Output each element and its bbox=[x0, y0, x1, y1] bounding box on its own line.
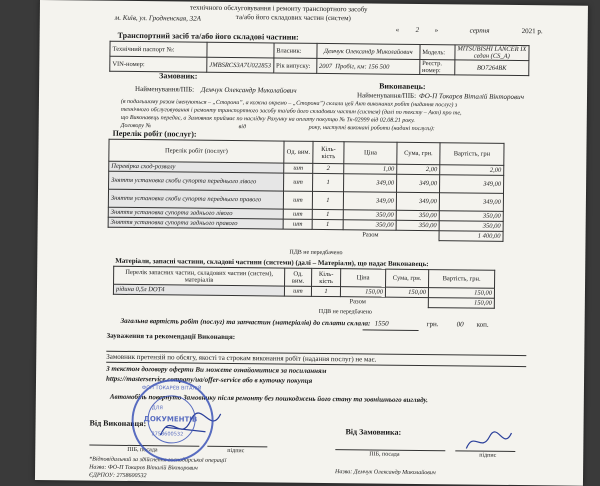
owner-label: Власник: bbox=[274, 43, 317, 58]
body-line-3: що Виконавець передає, а Замовник приймає по наслідку Рахунку на оплату покупцю № Тк-02999 від 02.08.21 року. bbox=[120, 114, 415, 124]
claims-line: Замовник претензій по обсягу, якості та строкам виконання робіт (надання послуг) не має. bbox=[106, 352, 377, 364]
works-header-sum: Сума, грн. bbox=[397, 142, 440, 164]
customer-name-label: Найменування/ПІБ: bbox=[135, 85, 195, 94]
materials-header-cost: Вартість, грн. bbox=[429, 270, 495, 289]
year-value: 2007 bbox=[319, 62, 333, 70]
materials-table bbox=[113, 266, 495, 309]
works-header-price: Ціна bbox=[344, 142, 397, 165]
work-cost: 2,00 bbox=[440, 165, 504, 176]
edrpou-caption bbox=[89, 473, 147, 480]
work-price: 349,00 bbox=[344, 174, 397, 193]
model-label: Модель: bbox=[420, 44, 455, 59]
summary-kop-value: 00 bbox=[456, 320, 464, 329]
work-cost: 350,00 bbox=[439, 221, 503, 232]
document-sheet bbox=[35, 0, 588, 486]
title-line-2: та/або його складових частин (систем) bbox=[235, 13, 351, 23]
customer-pib-position: ПІБ, посада bbox=[369, 451, 400, 458]
material-name: рідина 0,5л DOT4 bbox=[113, 284, 284, 296]
total-underline bbox=[363, 329, 419, 331]
work-unit: шт bbox=[283, 191, 312, 209]
work-name: Зняття установка супорта заднього лівого bbox=[108, 207, 283, 219]
works-section-title: Перелік робіт (послуг): bbox=[112, 128, 197, 139]
work-unit: шт bbox=[284, 163, 313, 173]
stamp-text-code: 2758600532 bbox=[151, 431, 184, 438]
executor-name-caption bbox=[89, 465, 198, 472]
work-name: Зняття установка скоби супорта переднього правого bbox=[108, 189, 283, 209]
executor-name: ФО-П Токарєв Віталій Вікторович bbox=[418, 91, 524, 102]
body-line-1: (в подальшому разом іменуються – „Сторони”, а кожна окремо – „Сторона”) склали цей Акт виконаних робіт (надання послуг) з bbox=[120, 98, 458, 109]
work-price: 350,00 bbox=[343, 210, 396, 221]
edrpou-value: 2758600532 bbox=[116, 472, 147, 480]
date-month: серпня bbox=[469, 26, 490, 35]
stamp-text-documents: ДОКУМЕНТІВ bbox=[143, 415, 198, 424]
work-cost: 349,00 bbox=[439, 193, 503, 212]
summary-kop: коп. bbox=[476, 320, 489, 329]
executor-title: Виконавець: bbox=[379, 81, 426, 92]
materials-total-label: Разом bbox=[349, 298, 366, 306]
title-line: технічного обслуговування і ремонту транспортного засобу bbox=[189, 3, 368, 14]
work-price: 350,00 bbox=[343, 220, 396, 231]
material-unit: шт bbox=[284, 286, 311, 296]
work-unit: шт bbox=[283, 209, 312, 219]
mileage-label: Пробіг, км: bbox=[335, 62, 367, 70]
work-sum: 2,00 bbox=[397, 164, 440, 174]
customer-signature: підпис bbox=[479, 452, 497, 459]
work-sum: 350,00 bbox=[396, 210, 439, 220]
body-line-2: технічного обслуговування і ремонту транспортного засобу та/або його складових частин (систем) (далі по тексту – Акт) про те, bbox=[120, 106, 462, 117]
work-name: Зняття установка супорта заднього правого bbox=[108, 217, 283, 229]
materials-header-sum: Сума, грн. bbox=[386, 269, 429, 287]
edrpou-label: ЄДРПОУ: bbox=[88, 472, 116, 479]
material-sum: 150,00 bbox=[385, 287, 428, 297]
summary-total-value: 1550 bbox=[374, 319, 389, 328]
date-quote-close: » bbox=[434, 26, 439, 35]
works-vat: ПДВ не передбачено bbox=[289, 249, 343, 257]
work-price: 349,00 bbox=[343, 192, 396, 211]
customer-name-label: Назва: bbox=[335, 469, 353, 476]
work-qty: 1 bbox=[312, 219, 343, 229]
city: м. Київ, ул. Гродненская, 32А bbox=[114, 13, 201, 23]
contract-label: Договору № bbox=[120, 122, 152, 130]
offer-line-1: З текстом договору оферти Ви можете ознайомитися за посиланням bbox=[106, 364, 327, 376]
summary-total-line: Загальна вартість робіт (послуг) та запчастин (матеріалів) до сплати склала: bbox=[120, 316, 371, 328]
executor-signature-label: Від Виконавця: bbox=[89, 418, 147, 429]
work-name: Перевірка сход-розвалу bbox=[109, 161, 284, 173]
work-unit: шт bbox=[284, 173, 313, 191]
contract-from: від bbox=[238, 124, 247, 131]
responsible-note: *Відповідальний за здійснення господарської операції bbox=[89, 456, 227, 464]
vehicle-section-title: Транспортний засіб та/або його складові частини: bbox=[117, 30, 299, 42]
date-year: 2021 р. bbox=[521, 27, 543, 36]
summary-uah: грн. bbox=[426, 320, 439, 329]
customer-name: Демчук Олександр Миколайович bbox=[201, 85, 297, 95]
materials-header-price: Ціна bbox=[341, 269, 386, 287]
works-table bbox=[108, 139, 505, 242]
work-qty: 1 bbox=[312, 191, 343, 209]
year-label: Рік випуску: bbox=[273, 58, 316, 73]
customer-name-value: Демчук Олександр Миколайович bbox=[353, 469, 436, 477]
materials-vat: ПДВ не передбачено bbox=[318, 308, 372, 316]
company-stamp bbox=[131, 379, 214, 462]
work-sum: 350,00 bbox=[396, 220, 439, 230]
offer-line-2: https://masterservice.company/ua/offer-service або в куточку покупця bbox=[105, 374, 313, 385]
owner-value: Демчук Олександр Миколайович bbox=[317, 43, 420, 59]
work-cost: 350,00 bbox=[439, 211, 503, 222]
accept-line: Автомобіль повернуто Замовнику після ремонту без пошкоджень його стану та зовнішнього вигляду. bbox=[109, 392, 428, 405]
material-qty: 1 bbox=[311, 286, 340, 296]
executor-name-label: Назва: bbox=[89, 464, 107, 471]
materials-header-qty: Кіль-кість bbox=[312, 268, 341, 286]
model-value: MITSUBISHI LANCER IX седан (CS_A) bbox=[455, 45, 529, 61]
mileage-value: 156 500 bbox=[368, 62, 390, 71]
contract-tail: року, наступні виконані роботи (надані послуги): bbox=[308, 124, 435, 133]
work-name: Зняття установка скоби супорта переднього лівого bbox=[109, 171, 284, 191]
work-cost: 349,00 bbox=[440, 175, 504, 194]
works-total-label: Разом bbox=[362, 231, 379, 239]
work-sum: 349,00 bbox=[396, 192, 439, 210]
materials-header-unit: Од. вим. bbox=[285, 268, 312, 286]
executor-name-value: ФО-П Токарєв Віталій Вікторович bbox=[107, 464, 198, 472]
vin-value: JMBSRCS3A7U022853 bbox=[207, 57, 274, 73]
work-qty: 1 bbox=[313, 173, 344, 191]
customer-title: Замовник: bbox=[159, 71, 198, 81]
customer-handwritten-signature bbox=[463, 428, 513, 455]
date-quote-open: « bbox=[395, 25, 400, 34]
stamp-text-for: ДЛЯ bbox=[151, 405, 163, 412]
material-cost: 150,00 bbox=[428, 288, 494, 299]
material-price: 150,00 bbox=[340, 287, 385, 297]
vin-label: VIN-номер: bbox=[110, 56, 207, 72]
works-header-name: Перелік робіт (послуг) bbox=[109, 139, 284, 163]
reg-value: ВО7264ВК bbox=[454, 60, 528, 76]
works-total-value: 1 400,00 bbox=[439, 231, 503, 242]
materials-total-value: 150,00 bbox=[428, 298, 494, 309]
executor-pib-position: ПІБ, посада bbox=[127, 446, 158, 454]
remarks-title: Зауваження та рекомендації Виконавця: bbox=[106, 331, 236, 342]
executor-signature: підпис bbox=[227, 447, 245, 455]
works-header-cost: Вартість, грн bbox=[440, 143, 504, 166]
works-header-unit: Од. вим. bbox=[284, 141, 313, 163]
works-header-qty: Кіль-кість bbox=[313, 141, 344, 163]
work-qty: 2 bbox=[313, 163, 344, 173]
date-day: 2 bbox=[415, 25, 420, 34]
tech-passport-label: Технічний паспорт №: bbox=[110, 41, 207, 57]
stamp-text-ring: ФОП ТОКАРЄВ ВІТАЛІЙ bbox=[141, 385, 202, 392]
materials-section-title: Матеріали, запасні частини, складові частини (системи) (далі – Матеріали), що надає Виконавець: bbox=[115, 256, 429, 269]
work-price: 1,00 bbox=[344, 164, 397, 175]
customer-signature-label: Від Замовника: bbox=[345, 427, 402, 437]
reg-label: Реєстр. номер: bbox=[419, 59, 454, 74]
work-qty: 1 bbox=[312, 209, 343, 219]
work-unit: шт bbox=[283, 219, 312, 229]
customer-name-caption bbox=[335, 469, 436, 476]
materials-header-name: Перелік запасних частин, складових частин (систем), матеріалів bbox=[114, 266, 285, 286]
work-sum: 349,00 bbox=[397, 174, 440, 192]
executor-name-label: Найменування/ПІБ: bbox=[356, 91, 417, 100]
